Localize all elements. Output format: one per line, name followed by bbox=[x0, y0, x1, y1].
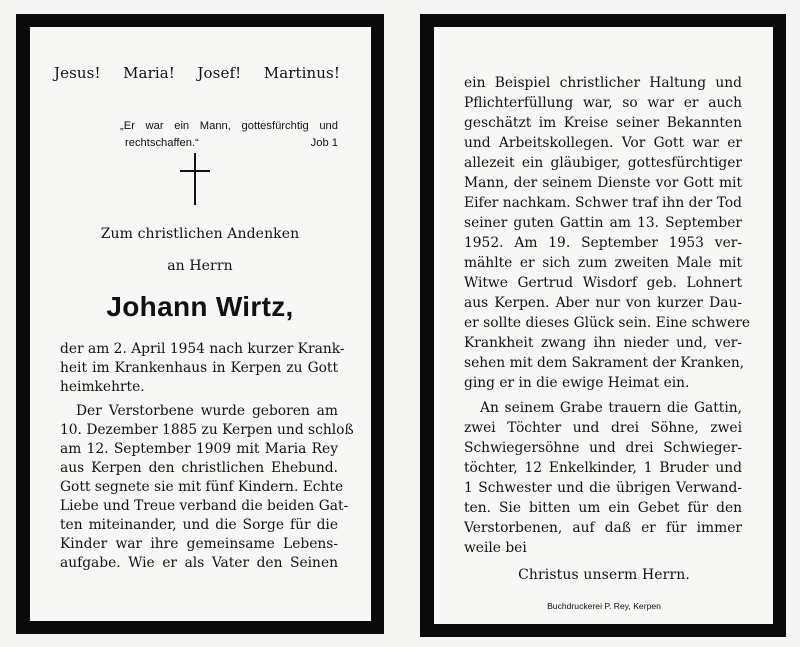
quote-line-2: rechtschaffen.“ bbox=[125, 137, 199, 149]
text-line: zwei Töchter und drei Söhne, zwei bbox=[464, 420, 742, 436]
card-right-panel bbox=[434, 27, 773, 624]
text-line: töchter, 12 Enkelkinder, 1 Bruder und bbox=[464, 460, 742, 476]
text-line: Pflichterfüllung war, so war er auch bbox=[464, 95, 742, 111]
invocation: Jesus! bbox=[54, 64, 101, 82]
text-line: An seinem Grabe trauern die Gattin, bbox=[480, 400, 742, 416]
text-line: aus Kerpen. Aber nur von kurzer Dau- bbox=[464, 295, 742, 311]
text-line: Krankheit zwang ihn nieder und, ver- bbox=[464, 335, 742, 351]
text-line: ein Beispiel christlicher Haltung und bbox=[464, 75, 742, 91]
cross-icon bbox=[180, 153, 210, 205]
text-line: und Arbeitskollegen. Vor Gott war er bbox=[464, 135, 742, 151]
text-line: geschätzt im Kreise seiner Bekannten bbox=[464, 115, 742, 131]
memorial-subheading: an Herrn bbox=[167, 258, 233, 274]
text-line: 1 Schwester und die übrigen Verwand- bbox=[464, 480, 742, 496]
text-line: weile bei bbox=[464, 540, 527, 556]
memorial-card-left bbox=[16, 14, 384, 634]
invocations bbox=[54, 64, 340, 82]
invocation: Josef! bbox=[197, 64, 242, 82]
closing-line: Christus unserm Herrn. bbox=[518, 567, 690, 583]
quote-line-1: „Er war ein Mann, gottesfürchtig und bbox=[120, 120, 338, 132]
text-line: Witwe Gertrud Wisdorf geb. Lohnert bbox=[464, 275, 742, 291]
invocation: Maria! bbox=[123, 64, 175, 82]
text-line: am 12. September 1909 mit Maria Rey bbox=[60, 441, 338, 457]
text-line: 10. Dezember 1885 zu Kerpen und schloß bbox=[60, 422, 354, 438]
text-line: der am 2. April 1954 nach kurzer Krank- bbox=[60, 341, 345, 357]
text-line: heit im Krankenhaus in Kerpen zu Gott bbox=[60, 360, 338, 376]
text-line: Der Verstorbene wurde geboren am bbox=[76, 403, 338, 419]
text-line: sehen mit dem Sakrament der Kranken, bbox=[464, 355, 745, 371]
text-line: Verstorbenen, auf daß er für immer bbox=[464, 520, 742, 536]
text-line: aus Kerpen den christlichen Ehebund. bbox=[60, 460, 338, 476]
text-line: Kinder war ihre gemeinsame Lebens- bbox=[60, 536, 338, 552]
text-line: allezeit ein gläubiger, gottesfürchtiger bbox=[464, 155, 742, 171]
text-line: Mann, der seinem Dienste vor Gott mit bbox=[464, 175, 742, 191]
text-line: seiner guten Gattin am 13. September bbox=[464, 215, 742, 231]
bible-quote bbox=[120, 118, 338, 152]
text-line: mählte er sich zum zweiten Male mit bbox=[464, 255, 742, 271]
text-line: heimkehrte. bbox=[60, 379, 145, 395]
card-left-panel bbox=[30, 27, 371, 621]
text-line: ten miteinander, und die Sorge für die bbox=[60, 517, 338, 533]
text-line: 1952. Am 19. September 1953 ver- bbox=[464, 235, 742, 251]
memorial-heading: Zum christlichen Andenken bbox=[100, 226, 300, 242]
text-line: aufgabe. Wie er als Vater den Seinen bbox=[60, 555, 338, 571]
invocation: Martinus! bbox=[263, 64, 340, 82]
deceased-name: Johann Wirtz, bbox=[106, 291, 294, 322]
text-line: Schwiegersöhne und drei Schwieger- bbox=[464, 440, 742, 456]
memorial-card-right bbox=[420, 14, 786, 637]
text-line: Liebe und Treue verband die beiden Gat- bbox=[60, 498, 349, 514]
text-line: Gott segnete sie mit fünf Kindern. Echte bbox=[60, 479, 344, 495]
text-line: ging er in die ewige Heimat ein. bbox=[464, 375, 690, 391]
quote-source: Job 1 bbox=[310, 137, 338, 149]
text-line: ten. Sie bitten um ein Gebet für den bbox=[464, 500, 742, 516]
text-line: er sollte dieses Glück sein. Eine schwere bbox=[464, 315, 751, 331]
text-line: Eifer nachkam. Schwer traf ihn der Tod bbox=[464, 195, 742, 211]
printer-credit: Buchdruckerei P. Rey, Kerpen bbox=[547, 601, 661, 611]
